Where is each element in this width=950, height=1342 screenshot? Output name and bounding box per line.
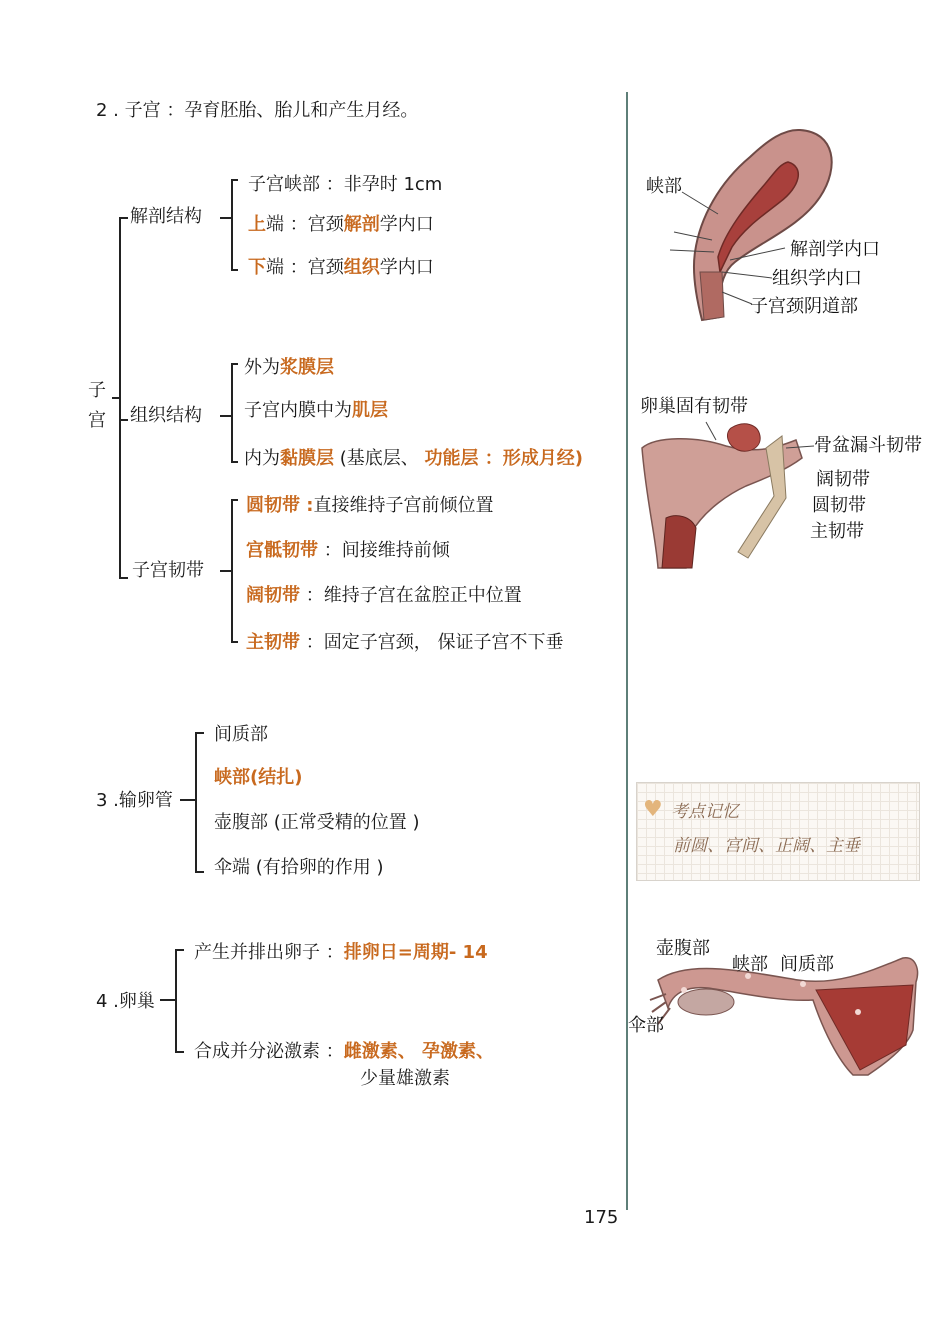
mid-keyword: 肌层 (352, 400, 388, 421)
outer-text: 外为 (244, 357, 280, 378)
ligament-round (246, 495, 493, 517)
tube-item-2: 峡部(结扎) (214, 767, 303, 788)
ovary-item-2 (194, 1041, 494, 1063)
upper-suffix: 学内口 (379, 214, 434, 235)
anatomy-isthmus: 子宫峡部 ：非孕时 1cm (248, 174, 443, 195)
lower-highlight: 下 (248, 257, 266, 278)
memory-note-body: 前圆、宫间、正阔、主垂 (673, 836, 860, 856)
tissue-label: 组织结构 (130, 405, 202, 426)
inner-function: 功能层 ：形成月经) (424, 448, 583, 469)
upper-keyword: 解剖 (343, 214, 380, 235)
memory-note-title: 考点记忆 (671, 802, 739, 822)
round-keyword: 圆韧带 : (246, 495, 314, 516)
tube-item-4: 伞端 (有拾卵的作用 ) (214, 857, 384, 878)
mid-text: 子宫内膜中为 (244, 400, 352, 421)
uterus-heading: 2 . 子宫 ：孕育胚胎、胎儿和产生月经。 (96, 100, 419, 121)
lower-keyword: 组织 (343, 257, 380, 278)
tube-item-1: 间质部 (214, 724, 268, 745)
ligament-broad (246, 585, 522, 607)
ovary-item-1 (194, 942, 488, 964)
column-divider (626, 92, 628, 1210)
cardinal-text: ：固定子宫颈， 保证子宫不下垂 (300, 632, 564, 653)
fig2-infundibulopelvic-label: 骨盆漏斗韧带 (814, 435, 922, 456)
fig2-broad-label: 阔韧带 (816, 469, 870, 490)
ovary-item-2-keyword: 雌激素、 孕激素、 (343, 1041, 495, 1062)
broad-keyword: 阔韧带 (246, 585, 300, 606)
tissue-mid (244, 400, 388, 422)
inner-text: 内为 (244, 448, 280, 469)
fig3-isthmus-label: 峡部 (732, 954, 768, 975)
uterus-root-label-1: 子 (88, 380, 106, 401)
outer-keyword: 浆膜层 (280, 357, 334, 378)
ovary-item-1-keyword: 排卵日=周期- 14 (343, 942, 488, 963)
ligament-label: 子宫韧带 (132, 560, 204, 581)
memory-note-box (636, 782, 920, 881)
upper-text: 端 ：宫颈 (266, 214, 344, 235)
fig1-hist-os-label: 组织学内口 (772, 268, 862, 289)
fig3-interstitial-label: 间质部 (780, 954, 834, 975)
tube-label: 3 .输卵管 (96, 790, 173, 811)
broad-text: ：维持子宫在盆腔正中位置 (300, 585, 522, 606)
lower-text: 端 ：宫颈 (266, 257, 344, 278)
heart-icon: ♥ (643, 797, 663, 822)
sacral-text: ：间接维持前倾 (318, 540, 450, 561)
uterus-root-label-2: 宫 (88, 410, 106, 431)
uterine-ligaments-illustration (636, 418, 816, 578)
page-number: 175 (584, 1207, 619, 1228)
tissue-outer (244, 357, 334, 379)
round-text: 直接维持子宫前倾位置 (313, 495, 494, 516)
upper-highlight: 上 (248, 214, 266, 235)
fig2-cardinal-label: 主韧带 (810, 521, 864, 542)
ligament-sacral (246, 540, 450, 562)
tissue-inner (244, 448, 583, 470)
anatomy-label: 解剖结构 (130, 206, 202, 227)
inner-detail: (基底层、 (339, 448, 419, 469)
ovary-label: 4 .卵巢 (96, 991, 155, 1012)
tube-item-3: 壶腹部 (正常受精的位置 ) (214, 812, 420, 833)
fig3-fimbria-label: 伞部 (628, 1015, 664, 1036)
ovary-item-2-text: 合成并分泌激素 ： (194, 1041, 344, 1062)
anatomy-upper (248, 214, 434, 236)
ovary-item-1-text: 产生并排出卵子 ： (194, 942, 344, 963)
sacral-keyword: 宫骶韧带 (246, 540, 318, 561)
fig1-anat-os-label: 解剖学内口 (790, 239, 880, 260)
fig2-ovarian-ligament-label: 卵巢固有韧带 (640, 396, 748, 417)
fig1-isthmus-label: 峡部 (646, 176, 682, 197)
fig1-vaginal-label: 子宫颈阴道部 (750, 296, 858, 317)
ovary-item-2-continued: 少量雄激素 (360, 1068, 450, 1089)
anatomy-lower (248, 257, 434, 279)
inner-keyword: 黏膜层 (280, 448, 334, 469)
cardinal-keyword: 主韧带 (246, 632, 300, 653)
fig2-round-label: 圆韧带 (812, 495, 866, 516)
ligament-cardinal (246, 632, 563, 654)
lower-suffix: 学内口 (379, 257, 434, 278)
fig3-ampulla-label: 壶腹部 (656, 938, 710, 959)
